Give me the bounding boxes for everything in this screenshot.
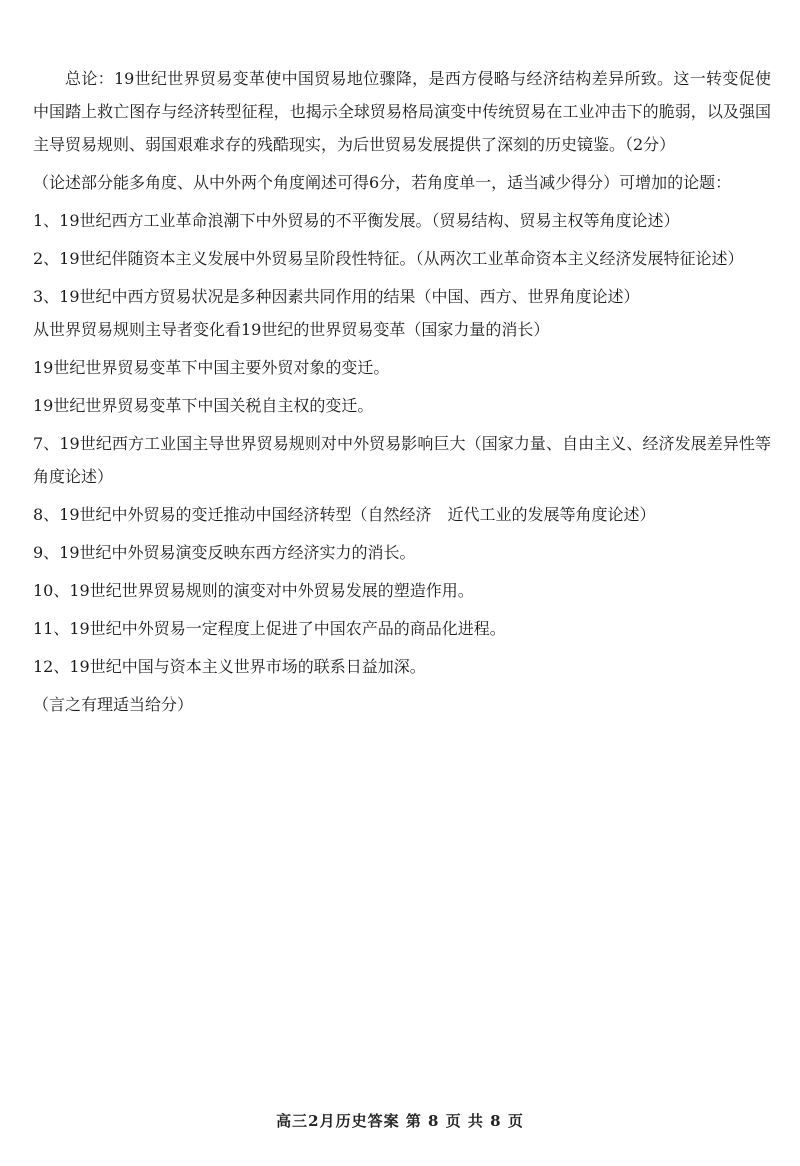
topic-item: 12、19世纪中国与资本主义世界市场的联系日益加深。 <box>33 657 426 676</box>
topic-item: 7、19世纪西方工业国主导世界贸易规则对中外贸易影响巨大（国家力量、自由主义、经济发展差异性等角度论述） <box>33 434 771 486</box>
closing-note: （言之有理适当给分） <box>33 695 194 714</box>
topic-item: 19世纪世界贸易变革下中国主要外贸对象的变迁。 <box>33 358 390 377</box>
grading-note: （论述部分能多角度、从中外两个角度阐述可得6分，若角度单一，适当减少得分）可增加的论题： <box>33 173 732 192</box>
topic-item: 1、19世纪西方工业革命浪潮下中外贸易的不平衡发展。（贸易结构、贸易主权等角度论述） <box>33 211 680 230</box>
topic-list <box>33 204 771 683</box>
topic-item: 8、19世纪中外贸易的变迁推动中国经济转型（自然经济 近代工业的发展等角度论述） <box>33 505 656 524</box>
topic-item: 19世纪世界贸易变革下中国关税自主权的变迁。 <box>33 396 374 415</box>
page-content <box>33 62 771 721</box>
topic-item: 11、19世纪中外贸易一定程度上促进了中国农产品的商品化进程。 <box>33 619 506 638</box>
page-footer: 高三2月历史答案 第 8 页 共 8 页 <box>276 1112 524 1130</box>
topic-item: 10、19世纪世界贸易规则的演变对中外贸易发展的塑造作用。 <box>33 581 474 600</box>
topic-item: 3、19世纪中西方贸易状况是多种因素共同作用的结果（中国、西方、世界角度论述） <box>33 287 640 306</box>
topic-item: 从世界贸易规则主导者变化看19世纪的世界贸易变革（国家力量的消长） <box>33 320 550 339</box>
topic-item: 9、19世纪中外贸易演变反映东西方经济实力的消长。 <box>33 543 416 562</box>
summary-paragraph: 总论：19世纪世界贸易变革使中国贸易地位骤降，是西方侵略与经济结构差异所致。这一转变促使中国踏上救亡图存与经济转型征程，也揭示全球贸易格局演变中传统贸易在工业冲击下的脆弱，以及强国主导贸易规则、弱国艰难求存的残酷现实，为后世贸易发展提供了深刻的历史镜鉴。（2分） <box>33 69 771 154</box>
topic-item: 2、19世纪伴随资本主义发展中外贸易呈阶段性特征。（从两次工业革命资本主义经济发展特征论述） <box>33 249 744 268</box>
